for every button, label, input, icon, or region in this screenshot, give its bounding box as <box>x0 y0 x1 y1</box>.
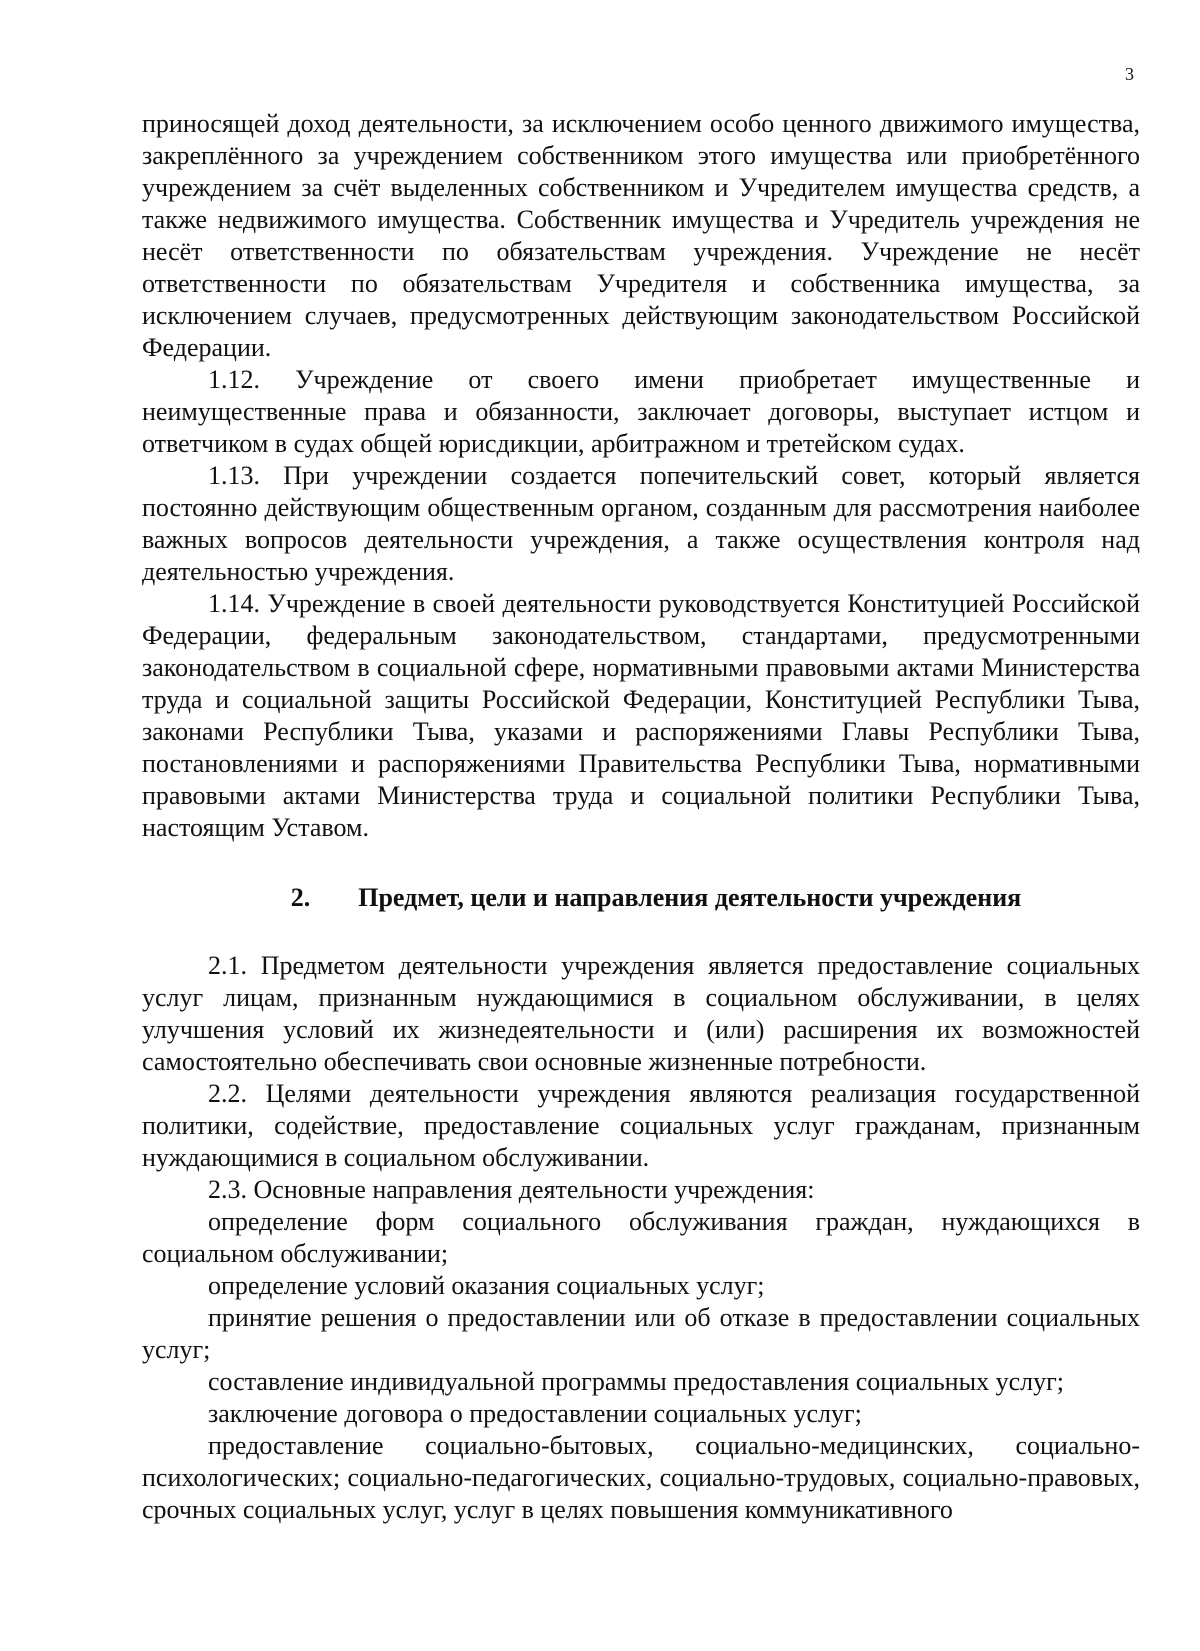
paragraph-2-2: 2.2. Целями деятельности учреждения являются реализация государственной политики, содействие, предоставление социальных услуг гражданам, признанным нуждающимися в социальном обслуживании. <box>142 1079 1140 1172</box>
list-item: определение условий оказания социальных услуг; <box>208 1271 765 1300</box>
page-number: 3 <box>1125 64 1134 84</box>
list-item: предоставление социально-бытовых, социально-медицинских, социально-психологических; социально-педагогических, социально-трудовых, социально-правовых, срочных социальных услуг, услуг в целях повышения коммуникативного <box>142 1431 1140 1524</box>
section-number: 2. <box>290 883 311 912</box>
section-heading <box>142 882 1140 914</box>
paragraph-1-13: 1.13. При учреждении создается попечительский совет, который является постоянно действующим общественным органом, созданным для рассмотрения наиболее важных вопросов деятельности учреждения, а также осуществления контроля над деятельностью учреждения. <box>142 461 1140 586</box>
list-item: определение форм социального обслуживания граждан, нуждающихся в социальном обслуживании; <box>142 1207 1140 1268</box>
section-title: Предмет, цели и направления деятельности учреждения <box>358 883 1022 912</box>
paragraph-2-3: 2.3. Основные направления деятельности учреждения: <box>208 1175 815 1204</box>
list-item: принятие решения о предоставлении или об отказе в предоставлении социальных услуг; <box>142 1303 1140 1364</box>
paragraph-1-12: 1.12. Учреждение от своего имени приобретает имущественные и неимущественные права и обязанности, заключает договоры, выступает истцом и ответчиком в судах общей юрисдикции, арбитражном и третейском судах. <box>142 365 1140 458</box>
list-item: заключение договора о предоставлении социальных услуг; <box>208 1399 862 1428</box>
paragraph-2-1: 2.1. Предметом деятельности учреждения является предоставление социальных услуг лицам, признанным нуждающимися в социальном обслуживании, в целях улучшения условий их жизнедеятельности и (или) расширения их возможностей самостоятельно обеспечивать свои основные жизненные потребности. <box>142 951 1140 1076</box>
paragraph-continuation: приносящей доход деятельности, за исключением особо ценного движимого имущества, закреплённого за учреждением собственником этого имущества или приобретённого учреждением за счёт выделенных собственником и Учредителем имущества средств, а также недвижимого имущества. Собственник имущества и Учредитель учреждения не несёт ответственности по обязательствам учреждения. Учреждение не несёт ответственности по обязательствам Учредителя и собственника имущества, за исключением случаев, предусмотренных действующим законодательством Российской Федерации. <box>142 109 1140 362</box>
document-body <box>142 108 1140 1526</box>
list-item: составление индивидуальной программы предоставления социальных услуг; <box>208 1367 1064 1396</box>
paragraph-1-14: 1.14. Учреждение в своей деятельности руководствуется Конституцией Российской Федерации, федеральным законодательством, стандартами, предусмотренными законодательством в социальной сфере, нормативными правовыми актами Министерства труда и социальной защиты Российской Федерации, Конституцией Республики Тыва, законами Республики Тыва, указами и распоряжениями Главы Республики Тыва, постановлениями и распоряжениями Правительства Республики Тыва, нормативными правовыми актами Министерства труда и социальной политики Республики Тыва, настоящим Уставом. <box>142 589 1140 842</box>
